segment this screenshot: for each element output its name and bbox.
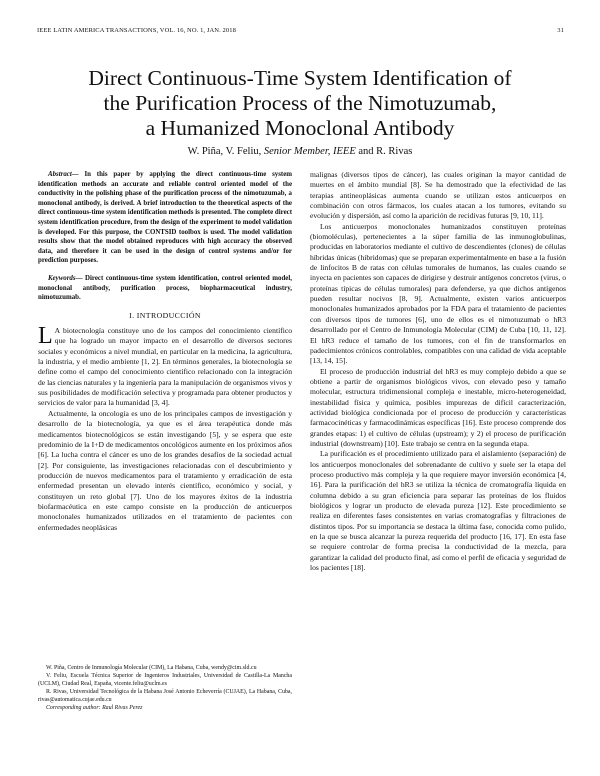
abstract-text: — In this paper by applying the direct continuous-time system identification methods an accurate and reliable control oriented model of the conductivity in the polishing phase of the purification process of the nimotuzumab, a monoclonal antibody, is derived. A brief introduction to the theoretical aspects of the direct continuous-time system identification methods is presented. The complete direct system identification procedure, from the design of the experiment to model validation is developed. For this purpose, the CONTSID toolbox is used. The model validation results show that the model obtained reproduces with high accuracy the observed data, and therefore it can be used in the design of control systems and/or for prediction purposes. [38,171,292,265]
footnote-author-3: R. Rivas, Universidad Tecnológica de la Habana José Antonio Echeverría (CUJAE), La Habana, Cuba, rivas@automatica.cujae.edu.cu [38,689,292,703]
author-names-2: and R. Rivas [358,146,413,157]
footnotes [38,664,292,712]
title-line-2: the Purification Process of the Nimotuzumab, [103,91,497,115]
intro-paragraph-1-text: A biotecnología constituye uno de los campos del conocimiento científico que ha logrado un mayor impacto en el desarrollo de diversos sectores sociales y económicos a nivel mundial, en particular en la medicina, la agricultura, la industria, y el medio ambiente [1, 2]. En términos generales, la biotecnología se define como el campo del conocimiento científico relacionado con la integración de las ciencias naturales y la ingeniería para la manipulación de organismos vivos y sus posibilidades de modificación selectiva y programada para obtener productos y servicios de valor para la humanidad [3, 4]. [38,326,292,408]
intro-paragraph-1 [38,323,292,409]
intro-paragraph-4: Los anticuerpos monoclonales humanizados constituyen proteínas (biomoléculas), pertenecientes a la súper familia de las inmunoglobulinas, producidas en laboratorios mediante el cultivo de descendientes (clones) de células híbridas únicas (hibridomas) que se preparan experimentalmente en base a la fusión de linfocitos B de ratas con células tumorales de humanos, las cuales cuando se inyecta en pacientes son capaces de dirigirse y destruir antígenos concretos (virus, o proteínas típicas de células tumorales) para defenderse, ya que dichos antígenos pueden resultar nocivos [8, 9]. Actualmente, existen varios anticuerpos monoclonales humanizados aprobados por la FDA para el tratamiento de pacientes con diversos tipos de tumores [6], uno de ellos es el nimotuzumab o hR3 desarrollado por el Centro de Inmunología Molecular (CIM) de Cuba [10, 11, 12]. El hR3 reduce el tamaño de los tumores, con el fin de transformarlos en padecimientos crónicos controlables, compatibles con una calidad de vida aceptable [13, 14, 15]. [310,221,566,366]
corresponding-author: Corresponding author: Raul Rivas Perez [46,705,143,711]
abstract-label: Abstract [48,171,72,178]
intro-paragraph-6: La purificación es el procedimiento utilizado para el aislamiento (separación) de los anticuerpos monoclonales del sobrenadante de cultivo y suele ser la etapa del proceso productivo más compleja y la que requiere mayor inversión económica [4, 16]. Para la purificación del hR3 se utiliza la técnica de cromatografía líquida en columna debido a su gran eficiencia para separar las proteínas de los fluidos biológicos y lograr un producto de elevada pureza [12]. Este procedimiento se realiza en diferentes fases consistentes en varias cromatografías y filtraciones de distintos tipos. Por su importancia se destaca la última fase, conocida como pulido, en la que se busca alcanzar la pureza requerida del producto [16, 17]. En esta fase se requiere controlar de forma precisa la conductividad de la mezcla, para garantizar la calidad del producto final, así como el perfil de eficacia y seguridad de los pacientes [18]. [310,449,566,573]
footnote-author-2: V. Feliu, Escuela Técnica Superior de Ingenieros Industriales, Universidad de Castilla-La Mancha (UCLM), Ciudad Real, España, vicente.feliu@uclm.es [38,673,292,687]
running-header [37,27,564,34]
author-names-1: W. Piña, V. Feliu, [187,146,262,157]
right-column [310,170,566,573]
journal-name: IEEE LATIN AMERICA TRANSACTIONS, VOL. 16, NO. 1, JAN. 2018 [37,27,236,34]
title-line-1: Direct Continuous-Time System Identification of [88,66,512,90]
author-line [0,146,600,157]
section-heading: I. INTRODUCCIÓN [129,310,201,320]
paper-title [30,66,570,141]
keywords-label: Keywords [48,274,76,282]
keywords-text: — Direct continuous-time system identification, control oriented model, monoclonal antibody, purification process, biopharmaceutical industry, nimotuzumab. [38,274,292,302]
abstract [38,170,292,266]
intro-paragraph-3: malignas (diversos tipos de cáncer), las cuales originan la mayor cantidad de muertes en el ámbito mundial [8]. Se ha demostrado que la efectividad de las terapias antineoplásicas aumenta cuando se utilizan estos anticuerpos en combinación con otros fármacos, los cuales atacan a los tumores, evitando su evolución y dispersión, así como la aparición de recidivas futuras [9, 10, 11]. [310,170,566,221]
drop-cap: L [38,323,53,350]
page-number: 31 [557,27,564,34]
keywords [38,274,292,303]
author-role: Senior Member, IEEE [263,146,356,157]
footnote-author-1: W. Piña, Centro de Inmunología Molecular (CIM), La Habana, Cuba, wendy@cim.sld.cu [46,665,257,671]
left-column [38,170,292,533]
intro-paragraph-2: Actualmente, la oncología es uno de los principales campos de investigación y desarrollo de la biotecnología, ya que es el área terapéutica donde más medicamentos biotecnológicos se están investigando [5], y se espera que este predominio de la I+D de medicamentos oncológicos aumente en los próximos años [6]. La lucha contra el cáncer es uno de los grandes desafíos de la sociedad actual [2]. Por consiguiente, las investigaciones relacionadas con el descubrimiento y producción de nuevos medicamentos para el tratamiento y erradicación de esta enfermedad presentan un elevado interés científico, económico y social, y constituyen un reto global [7]. Uno de los mayores éxitos de la industria biofarmacéutica en este campo consiste en la producción de anticuerpos monoclonales humanizados utilizados en el tratamiento de pacientes con enfermedades neoplásicas [38,408,292,532]
intro-paragraph-5: El proceso de producción industrial del hR3 es muy complejo debido a que se obtiene a partir de organismos biológicos vivos, con elevado peso y tamaño molecular, estructura tridimensional compleja e inestable, micro-heterogeneidad, inestabilidad física y química, posibles impurezas de difícil caracterización, actividad biológica condicionada por el proceso de producción y características farmacocinéticas y farmacodinámicas específicas [16]. Este proceso comprende dos grandes etapas: 1) el cultivo de células (upstream); y 2) el proceso de purificación industrial (downstream) [10]. Este trabajo se centra en la segunda etapa. [310,366,566,448]
title-line-3: a Humanized Monoclonal Antibody [145,116,455,140]
